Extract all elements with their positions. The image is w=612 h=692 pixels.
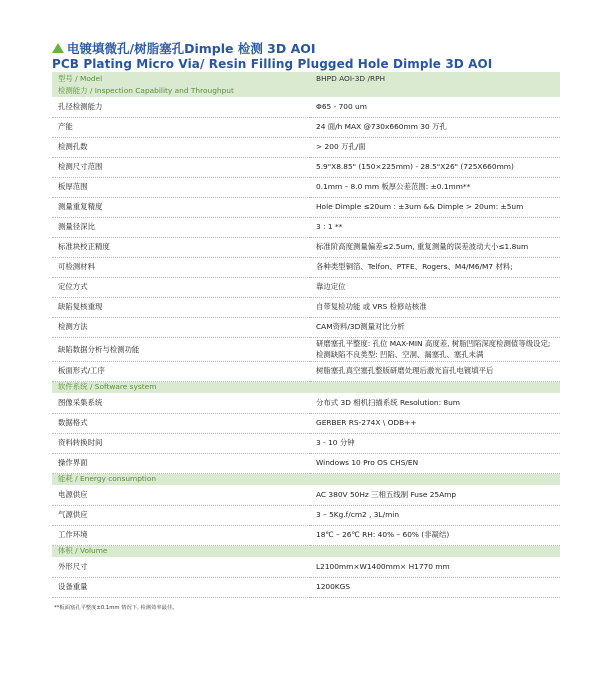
- table-row: [52, 453, 560, 473]
- row-label: 工作环境: [52, 525, 310, 545]
- table-row: [52, 197, 560, 217]
- table-row: [52, 577, 560, 597]
- row-label: 设备重量: [52, 577, 310, 597]
- row-value: 靠边定位: [310, 277, 560, 297]
- model-value: BHPD AOI-3D /RPH: [310, 72, 560, 85]
- table-row: [52, 485, 560, 505]
- row-label: 气源供应: [52, 505, 310, 525]
- row-value: > 200 万孔/面: [310, 137, 560, 157]
- row-value: Hole Dimple ≤20um : ±3um && Dimple > 20um: ±5um: [310, 197, 560, 217]
- row-label: 资料转换时间: [52, 433, 310, 453]
- table-row: [52, 413, 560, 433]
- table-row: [52, 525, 560, 545]
- row-label: 板厚范围: [52, 177, 310, 197]
- table-row: [52, 97, 560, 117]
- footnote: **板面塞孔平整度±0.1mm 情况下, 检测效率最佳。: [54, 604, 178, 611]
- section-header-inspection: 检测能力 / Inspection Capability and Throughput: [52, 85, 560, 97]
- row-label: 数据格式: [52, 413, 310, 433]
- row-label: 测量重复精度: [52, 197, 310, 217]
- table-row: [52, 317, 560, 337]
- row-value: 3 : 1 **: [310, 217, 560, 237]
- row-value: 自带复检功能 或 VRS 检修站核准: [310, 297, 560, 317]
- table-row: [52, 217, 560, 237]
- table-row: [52, 557, 560, 577]
- row-value: 18℃ – 26℃ RH: 40% – 60% (非凝结): [310, 525, 560, 545]
- row-label: 板面形式/工序: [52, 361, 310, 381]
- table-row: [52, 337, 560, 361]
- table-row: [52, 433, 560, 453]
- row-label: 产能: [52, 117, 310, 137]
- row-label: 可检测材料: [52, 257, 310, 277]
- row-value: 5.9"X8.85" (150×225mm) - 28.5"X26" (725X660mm): [310, 157, 560, 177]
- table-row: [52, 297, 560, 317]
- row-value: Φ65 - 700 um: [310, 97, 560, 117]
- row-label: 孔径检测能力: [52, 97, 310, 117]
- row-value: 1200KGS: [310, 577, 560, 597]
- row-label: 图像采集系统: [52, 393, 310, 413]
- row-value: CAM资料/3D测量对比分析: [310, 317, 560, 337]
- row-label: 外形尺寸: [52, 557, 310, 577]
- row-value: 标准阶高度测量偏差≤2.5um, 重复测量的误差波动大小≤1.8um: [310, 237, 560, 257]
- row-label: 缺陷数据分析与检测功能: [52, 337, 310, 361]
- table-row: [52, 277, 560, 297]
- table-row: [52, 257, 560, 277]
- model-label: 型号 / Model: [52, 72, 310, 85]
- table-row: [52, 505, 560, 525]
- row-label: 检测尺寸范围: [52, 157, 310, 177]
- row-value: 分布式 3D 相机扫描系统 Resolution: 8um: [310, 393, 560, 413]
- table-row: [52, 117, 560, 137]
- row-label: 标准块校正精度: [52, 237, 310, 257]
- triangle-marker-icon: [52, 43, 64, 53]
- row-label: 电源供应: [52, 485, 310, 505]
- row-value: 3 - 10 分钟: [310, 433, 560, 453]
- row-label: 定位方式: [52, 277, 310, 297]
- row-value: Windows 10 Pro OS CHS/EN: [310, 453, 560, 473]
- row-label: 测量径深比: [52, 217, 310, 237]
- table-row: [52, 361, 560, 381]
- row-value: 0.1mm – 8.0 mm 板厚公差范围: ±0.1mm**: [310, 177, 560, 197]
- row-value: 树脂塞孔真空塞孔整版研磨处理后激光盲孔电镀填平后: [310, 361, 560, 381]
- row-label: 缺陷复核重现: [52, 297, 310, 317]
- row-value: 24 面/h MAX @730x660mm 30 万孔: [310, 117, 560, 137]
- row-label: 检测方法: [52, 317, 310, 337]
- table-row: [52, 393, 560, 413]
- row-value: 研磨塞孔平整度: 孔位 MAX-MIN 高度差, 树脂凹陷深度检测值等级设定; 检测缺陷不良类型: 凹陷、空洞、漏塞孔、塞孔未满: [310, 337, 560, 361]
- row-value: 各种类型铜箔、Telfon、PTFE、Rogers、M4/M6/M7 材料;: [310, 257, 560, 277]
- model-row: [52, 72, 560, 85]
- section-header-software: 软件系统 / Software system: [52, 381, 560, 393]
- section-header-volume: 体积 / Volume: [52, 545, 560, 557]
- title-cn-text: 电镀填微孔/树脂塞孔Dimple 检测 3D AOI: [67, 41, 316, 56]
- row-label: 操作界面: [52, 453, 310, 473]
- row-value: 3 – 5Kg.f/cm2 , 3L/min: [310, 505, 560, 525]
- table-row: [52, 137, 560, 157]
- title-en: PCB Plating Micro Via/ Resin Filling Plugged Hole Dimple 3D AOI: [52, 57, 493, 71]
- section-header-energy: 能耗 / Energy consumption: [52, 473, 560, 485]
- table-row: [52, 157, 560, 177]
- row-value: AC 380V 50Hz 三相五线制 Fuse 25Amp: [310, 485, 560, 505]
- spec-table: [52, 72, 560, 598]
- row-value: GERBER RS-274X \ ODB++: [310, 413, 560, 433]
- table-row: [52, 177, 560, 197]
- row-label: 检测孔数: [52, 137, 310, 157]
- table-row: [52, 237, 560, 257]
- row-value: L2100mm×W1400mm× H1770 mm: [310, 557, 560, 577]
- title-cn: [52, 40, 560, 56]
